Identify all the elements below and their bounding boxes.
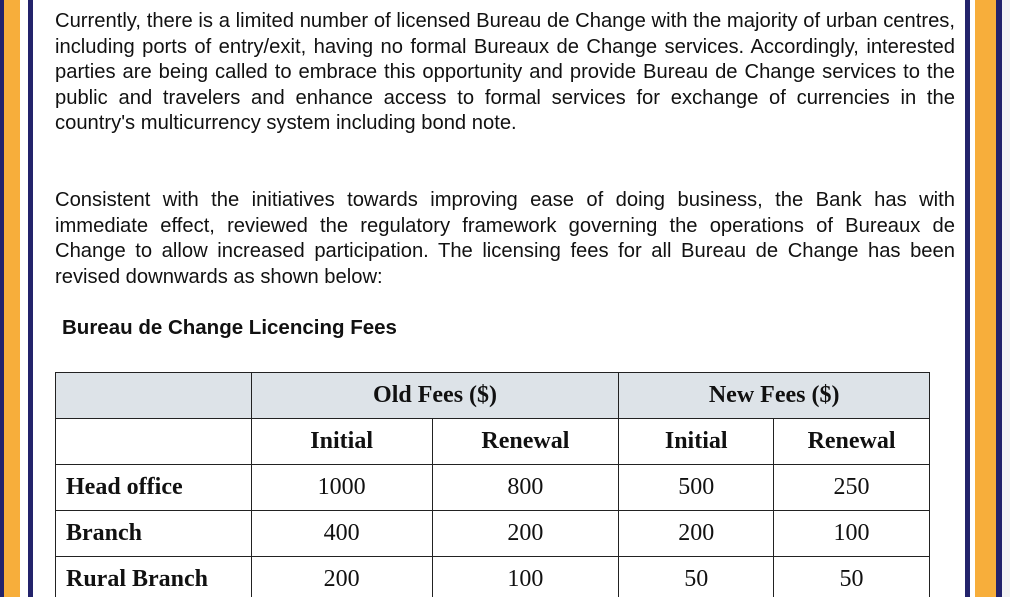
old-initial-header: Initial xyxy=(251,419,432,465)
section-title: Bureau de Change Licencing Fees xyxy=(62,316,397,339)
table-cell: 1000 xyxy=(251,465,432,511)
table-row xyxy=(56,465,930,511)
row-label-head-office: Head office xyxy=(56,465,252,511)
frame-border-right-orange xyxy=(975,0,996,597)
table-cell: 100 xyxy=(774,511,930,557)
table-row xyxy=(56,557,930,597)
row-label-branch: Branch xyxy=(56,511,252,557)
table-header-row-groups xyxy=(56,373,930,419)
table-cell: 200 xyxy=(619,511,774,557)
table-row xyxy=(56,511,930,557)
table-cell: 250 xyxy=(774,465,930,511)
row-label-rural-branch: Rural Branch xyxy=(56,557,252,597)
table-cell: 200 xyxy=(432,511,619,557)
frame-border-left-gap xyxy=(20,0,28,597)
table-empty-label-cell xyxy=(56,419,252,465)
new-fees-header: New Fees ($) xyxy=(619,373,930,419)
licencing-fees-table xyxy=(55,372,930,597)
page-edge xyxy=(1002,0,1010,597)
table-cell: 50 xyxy=(774,557,930,597)
paragraph-current-situation: Currently, there is a limited number of licensed Bureau de Change with the majority of urban centres, including ports of entry/exit, having no formal Bureaux de Change services. Accordingly, interested parties are being called to embrace this opportunity and provide Bureau de Change services to the public and travelers and enhance access to formal services for exchange of currencies in the country's multicurrency system including bond note. xyxy=(55,10,955,135)
table-cell: 200 xyxy=(251,557,432,597)
old-renewal-header: Renewal xyxy=(432,419,619,465)
table-cell: 100 xyxy=(432,557,619,597)
old-fees-header: Old Fees ($) xyxy=(251,373,619,419)
paragraph-regulatory-review: Consistent with the initiatives towards improving ease of doing business, the Bank has with immediate effect, reviewed the regulatory framework governing the operations of Bureaux de Change to allow increased participation. The licensing fees for all Bureau de Change has been revised downwards as shown below: xyxy=(55,189,955,288)
frame-border-left-inner xyxy=(28,0,33,597)
table-cell: 50 xyxy=(619,557,774,597)
frame-border-left-orange xyxy=(4,0,20,597)
new-initial-header: Initial xyxy=(619,419,774,465)
table-cell: 800 xyxy=(432,465,619,511)
table-cell: 500 xyxy=(619,465,774,511)
table-header-row-subheaders xyxy=(56,419,930,465)
new-renewal-header: Renewal xyxy=(774,419,930,465)
table-corner-cell xyxy=(56,373,252,419)
table-cell: 400 xyxy=(251,511,432,557)
